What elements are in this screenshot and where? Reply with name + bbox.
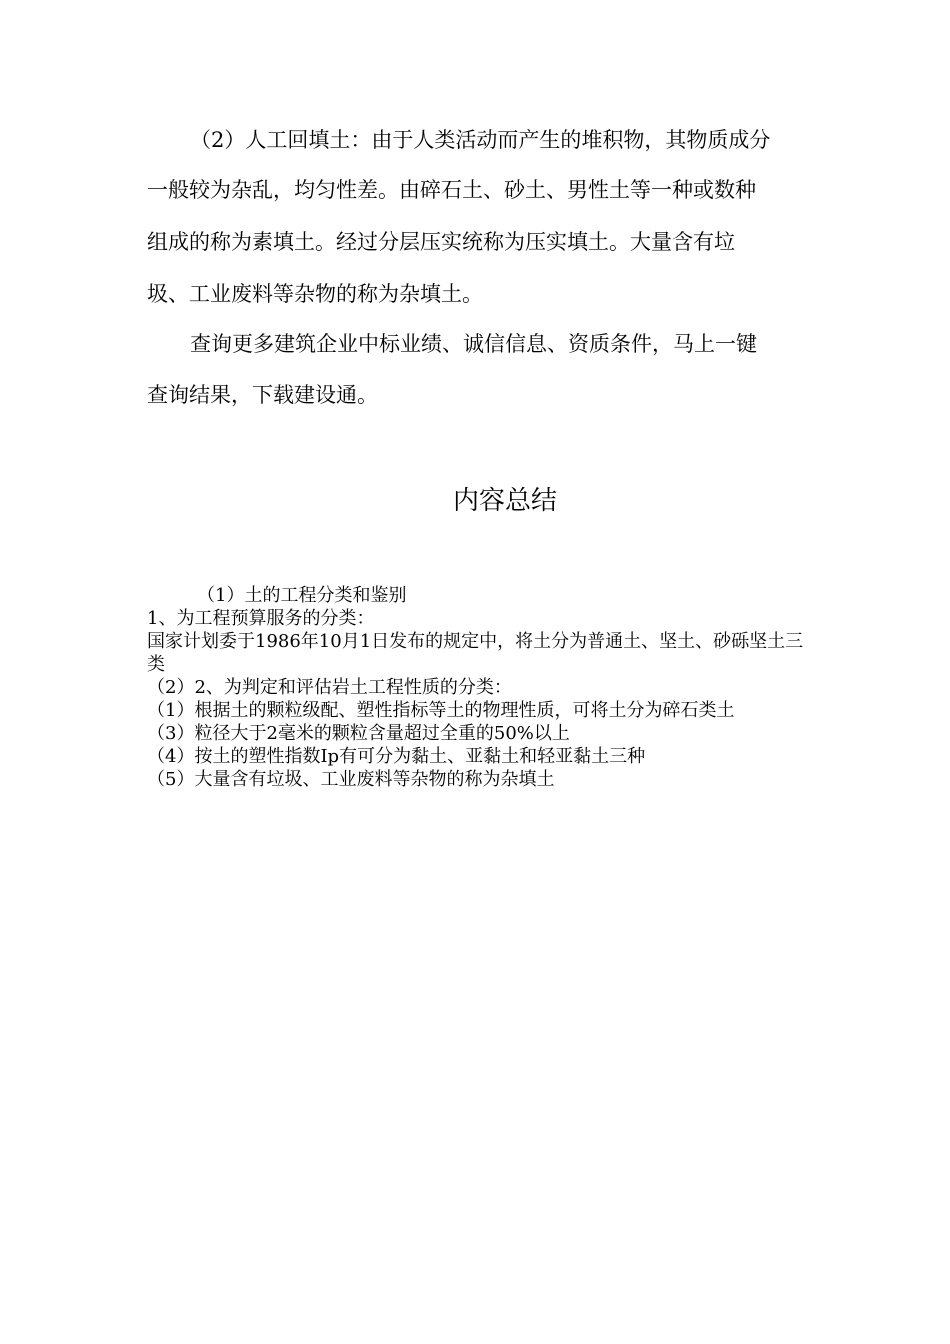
paragraph-line: 查询结果，下载建设通。 [147, 383, 378, 407]
paragraph-line: 一般较为杂乱，均匀性差。由碎石土、砂土、男性土等一种或数种 [147, 178, 756, 202]
summary-line: （5）大量含有垃圾、工业废料等杂物的称为杂填土 [147, 769, 555, 790]
summary-title: 内容总结 [452, 486, 557, 516]
summary-block [147, 584, 817, 791]
paragraph-line: （2）人工回填土：由于人类活动而产生的堆积物，其物质成分 [190, 128, 771, 152]
summary-subheading: （1）土的工程分类和鉴别 [197, 585, 407, 606]
paragraph-line: 圾、工业废料等杂物的称为杂填土。 [147, 282, 483, 306]
summary-line: （4）按土的塑性指数Ip有可分为黏土、亚黏土和轻亚黏土三种 [147, 746, 646, 767]
summary-line: （3）粒径大于2毫米的颗粒含量超过全重的50%以上 [147, 723, 570, 744]
paragraph-line: 组成的称为素填土。经过分层压实统称为压实填土。大量含有垃 [147, 230, 735, 254]
summary-line: （2）2、为判定和评估岩土工程性质的分类： [147, 677, 512, 698]
paragraph-line: 查询更多建筑企业中标业绩、诚信信息、资质条件，马上一键 [190, 332, 757, 356]
summary-line: 国家计划委于1986年10月1日发布的规定中，将土分为普通土、坚土、砂砾坚土三类 [147, 631, 804, 675]
summary-line: （1）根据土的颗粒级配、塑性指标等土的物理性质，可将土分为碎石类土 [147, 700, 735, 721]
summary-line: 1、为工程预算服务的分类： [147, 608, 375, 629]
